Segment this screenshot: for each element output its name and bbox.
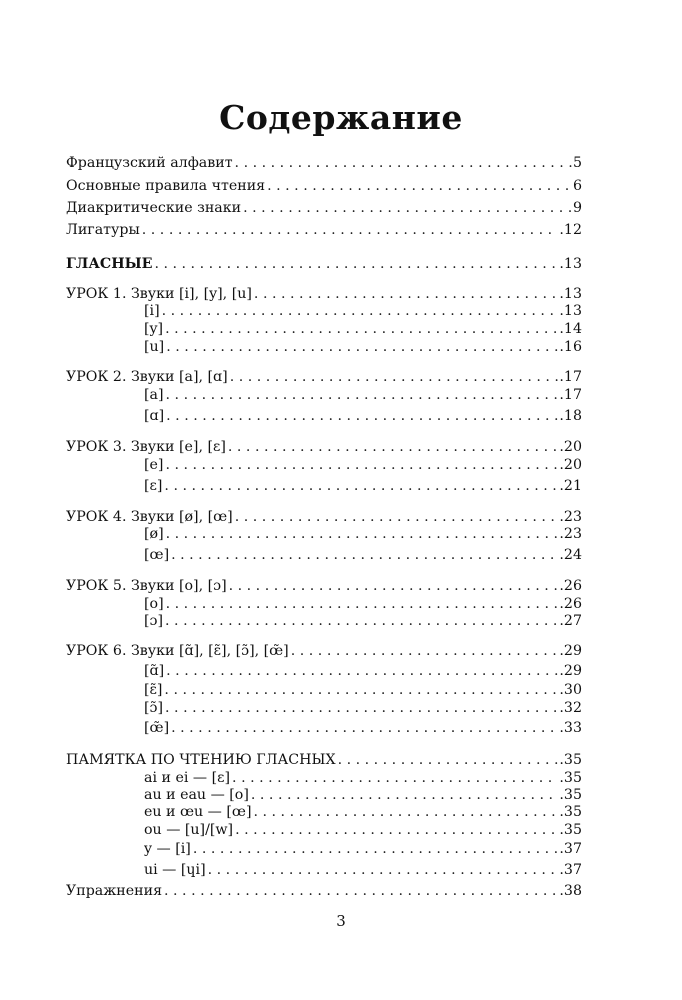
toc-label: [ɔ̃] — [144, 700, 164, 716]
toc-page: .38 — [559, 883, 582, 899]
toc-page: .37 — [559, 862, 582, 878]
toc-page: .17 — [559, 369, 582, 385]
toc-page: .17 — [559, 387, 582, 403]
toc-entry — [66, 154, 582, 172]
leader-dots — [166, 595, 559, 613]
toc-entry — [66, 577, 582, 595]
toc-page: .20 — [559, 439, 582, 455]
toc-page: .13 — [559, 286, 582, 302]
leader-dots — [251, 786, 559, 804]
toc-page: 6 — [572, 178, 582, 194]
toc-page: .24 — [559, 547, 582, 563]
toc-subentry — [144, 769, 582, 787]
leader-dots — [142, 221, 559, 239]
leader-dots — [164, 882, 558, 900]
toc-page: .20 — [559, 457, 582, 473]
leader-dots — [253, 803, 558, 821]
toc-label: ou — [u]/[w] — [144, 822, 234, 838]
leader-dots — [254, 285, 559, 303]
leader-dots — [165, 612, 558, 630]
toc-page: .35 — [559, 787, 582, 803]
leader-dots — [232, 769, 558, 787]
toc-page: .21 — [559, 478, 582, 494]
toc-label: [ɛ] — [144, 478, 163, 494]
toc-page: .35 — [559, 752, 582, 768]
leader-dots — [235, 821, 558, 839]
toc-page: .35 — [559, 822, 582, 838]
toc-page: 9 — [572, 200, 582, 216]
leader-dots — [171, 719, 558, 737]
toc-subentry — [144, 320, 582, 338]
toc-subentry — [144, 302, 582, 320]
leader-dots — [166, 338, 558, 356]
leader-dots — [154, 255, 558, 273]
toc-page: .35 — [559, 770, 582, 786]
toc-entry — [66, 751, 582, 769]
toc-page: .13 — [559, 256, 582, 272]
leader-dots — [164, 681, 558, 699]
toc-subentry — [144, 546, 582, 564]
leader-dots — [166, 525, 559, 543]
toc-label: УРОК 6. Звуки [ɑ̃], [ɛ̃], [ɔ̃], [œ̃] — [66, 643, 289, 659]
leader-dots — [235, 154, 572, 172]
toc-label: Лигатуры — [66, 222, 140, 238]
toc-entry — [66, 508, 582, 526]
leader-dots — [162, 302, 559, 320]
toc-subentry — [144, 525, 582, 543]
toc-label: [y] — [144, 321, 164, 337]
toc-label: Французский алфавит — [66, 155, 233, 171]
toc-page: .18 — [559, 408, 582, 424]
toc-page: .13 — [559, 303, 582, 319]
toc-label: [u] — [144, 339, 165, 355]
toc-subentry — [144, 456, 582, 474]
toc-label: Диакритические знаки — [66, 200, 242, 216]
toc-entry — [66, 642, 582, 660]
toc-subentry — [144, 699, 582, 717]
toc-label: УРОК 2. Звуки [a], [ɑ] — [66, 369, 228, 385]
toc-label: УРОК 5. Звуки [o], [ɔ] — [66, 578, 227, 594]
toc-label: [ɔ] — [144, 613, 164, 629]
toc-subentry — [144, 803, 582, 821]
leader-dots — [171, 546, 558, 564]
toc-subentry — [144, 681, 582, 699]
toc-subentry — [144, 662, 582, 680]
leader-dots — [235, 508, 559, 526]
toc-subentry — [144, 595, 582, 613]
toc-page: .14 — [559, 321, 582, 337]
page-number: 3 — [336, 912, 346, 930]
toc-subentry — [144, 861, 582, 879]
toc-label: ПАМЯТКА ПО ЧТЕНИЮ ГЛАСНЫХ — [66, 752, 336, 768]
toc-subentry — [144, 719, 582, 737]
toc-entry — [66, 285, 582, 303]
toc-label: Основные правила чтения — [66, 178, 266, 194]
toc-page: .26 — [559, 596, 582, 612]
toc-page: .27 — [559, 613, 582, 629]
toc-label: [o] — [144, 596, 164, 612]
toc-label: au и eau — [o] — [144, 787, 249, 803]
leader-dots — [165, 320, 558, 338]
toc-entry — [66, 177, 582, 195]
toc-page: .26 — [559, 578, 582, 594]
toc-subentry — [144, 407, 582, 425]
toc-subentry — [144, 612, 582, 630]
toc-label: eu и œu — [œ] — [144, 804, 252, 820]
toc-page: .12 — [559, 222, 582, 238]
toc-page: .33 — [559, 720, 582, 736]
toc-page: .37 — [559, 841, 582, 857]
toc-label: УРОК 1. Звуки [i], [y], [u] — [66, 286, 252, 302]
toc-entry — [66, 368, 582, 386]
toc-subentry — [144, 821, 582, 839]
toc-label: ai и ei — [ɛ] — [144, 770, 231, 786]
toc-page: .32 — [559, 700, 582, 716]
toc-label: y — [i] — [144, 841, 191, 857]
toc-section — [66, 255, 582, 273]
toc-subentry — [144, 386, 582, 404]
toc-label: [ɑ] — [144, 408, 165, 424]
toc-entry — [66, 882, 582, 900]
toc-label: [ɑ̃] — [144, 663, 165, 679]
toc-label: [ɛ̃] — [144, 682, 163, 698]
toc-label: [œ̃] — [144, 720, 170, 736]
leader-dots — [165, 456, 558, 474]
toc-entry — [66, 199, 582, 217]
toc-page: .35 — [559, 804, 582, 820]
toc-label: [a] — [144, 387, 164, 403]
toc-page: .16 — [559, 339, 582, 355]
toc-page: .29 — [559, 643, 582, 659]
leader-dots — [267, 177, 572, 195]
toc-label: [e] — [144, 457, 164, 473]
toc-label: ГЛАСНЫЕ — [66, 256, 153, 272]
toc-label: [i] — [144, 303, 160, 319]
leader-dots — [338, 751, 559, 769]
toc-subentry — [144, 338, 582, 356]
leader-dots — [166, 386, 559, 404]
leader-dots — [165, 699, 558, 717]
toc-subentry — [144, 477, 582, 495]
toc-label: [ø] — [144, 526, 164, 542]
toc-label: ui — [ɥi] — [144, 862, 206, 878]
toc-subentry — [144, 786, 582, 804]
leader-dots — [193, 840, 559, 858]
toc-label: [œ] — [144, 547, 170, 563]
toc-entry — [66, 221, 582, 239]
leader-dots — [208, 861, 559, 879]
leader-dots — [291, 642, 559, 660]
toc-page: .29 — [559, 663, 582, 679]
leader-dots — [164, 477, 558, 495]
toc-page: .23 — [559, 526, 582, 542]
toc-page: .23 — [559, 509, 582, 525]
leader-dots — [166, 407, 558, 425]
toc-page: .30 — [559, 682, 582, 698]
leader-dots — [229, 577, 559, 595]
page-title: Содержание — [219, 98, 463, 137]
leader-dots — [230, 368, 559, 386]
leader-dots — [166, 662, 558, 680]
toc-label: УРОК 3. Звуки [e], [ɛ] — [66, 439, 226, 455]
leader-dots — [228, 438, 559, 456]
toc-page: 5 — [572, 155, 582, 171]
toc-entry — [66, 438, 582, 456]
toc-label: Упражнения — [66, 883, 163, 899]
leader-dots — [243, 199, 572, 217]
toc-subentry — [144, 840, 582, 858]
toc-label: УРОК 4. Звуки [ø], [œ] — [66, 509, 233, 525]
